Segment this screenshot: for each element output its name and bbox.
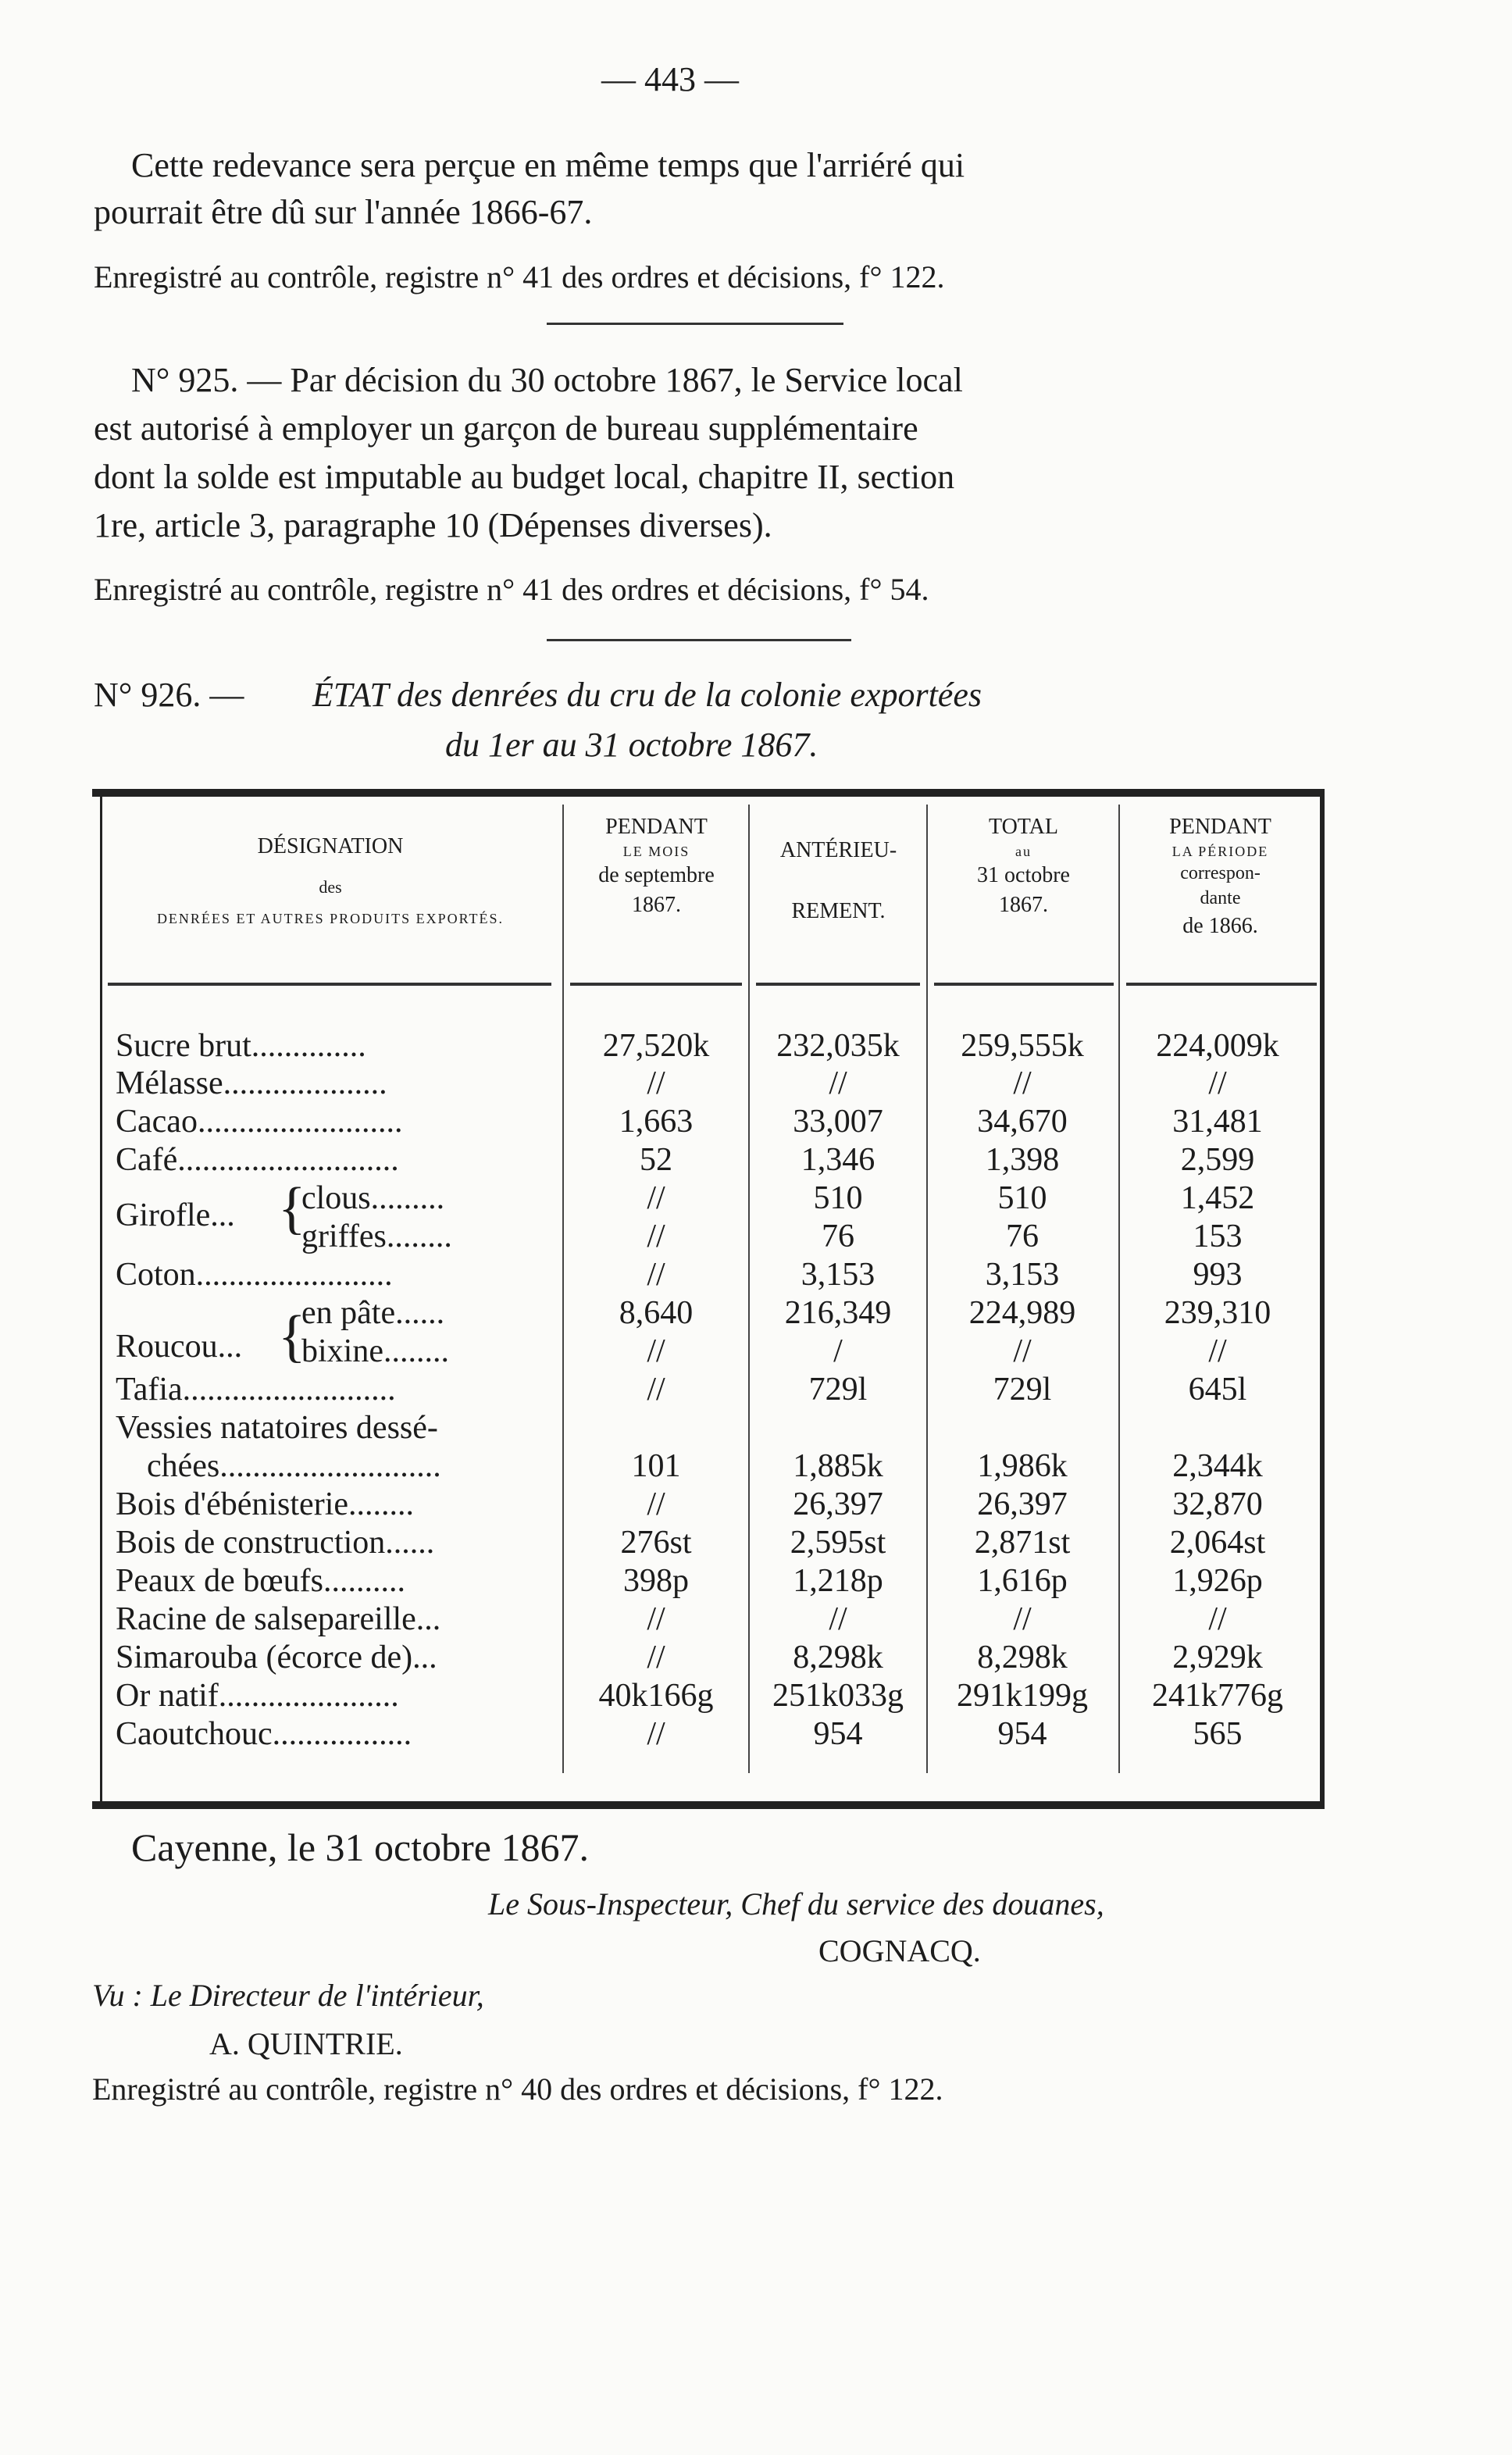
decision-925-line-2: est autorisé à employer un garçon de bureau supplémentaire: [94, 409, 918, 448]
table-cell: 232,035k: [776, 1028, 900, 1064]
table-right-border: [1320, 789, 1325, 1809]
table-cell: 26,397: [977, 1486, 1068, 1522]
header-underline: [934, 983, 1114, 986]
header-text: 1867.: [632, 892, 681, 917]
row-label: Vessies natatoires dessé-: [116, 1410, 438, 1446]
table-cell: 1,346: [801, 1142, 875, 1178]
decision-925-registration: Enregistré au contrôle, registre n° 41 des ordres et décisions, f° 54.: [94, 572, 929, 607]
table-cell: 2,871st: [974, 1525, 1071, 1561]
signatory-name: COGNACQ.: [818, 1933, 981, 1968]
table-cell: 3,153: [985, 1257, 1060, 1293]
page-number: — 443 —: [601, 60, 739, 98]
table-top-border: [92, 789, 1325, 797]
header-text: correspon-: [1180, 863, 1261, 884]
table-cell: //: [1208, 1065, 1227, 1101]
table-cell: //: [647, 1372, 665, 1408]
row-label: Coton........................: [116, 1257, 393, 1293]
table-cell: 2,064st: [1169, 1525, 1266, 1561]
row-label: Sucre brut..............: [116, 1028, 366, 1064]
table-cell: 1,885k: [793, 1448, 883, 1484]
table-cell: 954: [997, 1716, 1047, 1752]
row-label: Café...........................: [116, 1142, 399, 1178]
decision-925-line-3: dont la solde est imputable au budget local, chapitre II, section: [94, 458, 955, 496]
footer-registration: Enregistré au contrôle, registre n° 40 des ordres et décisions, f° 122.: [92, 2071, 943, 2107]
table-cell: //: [647, 1333, 665, 1369]
table-cell: //: [1208, 1333, 1227, 1369]
table-cell: 1,663: [619, 1104, 694, 1140]
table-cell: //: [829, 1065, 847, 1101]
table-cell: 224,989: [968, 1295, 1076, 1331]
table-cell: //: [647, 1601, 665, 1637]
exports-table: [92, 789, 1325, 1809]
vu-name: A. QUINTRIE.: [209, 2026, 403, 2061]
table-cell: 224,009k: [1156, 1028, 1279, 1064]
table-cell: //: [647, 1065, 665, 1101]
header-text: DÉSIGNATION: [257, 834, 404, 858]
table-cell: 27,520k: [602, 1028, 710, 1064]
header-designation: [108, 832, 553, 929]
header-text: TOTAL: [988, 815, 1058, 839]
row-label: Caoutchouc.................: [116, 1716, 412, 1752]
row-label: clous.........: [301, 1180, 445, 1216]
header-text: au: [1015, 843, 1032, 859]
etat-926-title-1: ÉTAT des denrées du cru de la colonie exportées: [312, 676, 982, 714]
header-total: [929, 812, 1118, 920]
row-label: chées...........................: [147, 1448, 441, 1484]
row-label: Mélasse....................: [116, 1065, 387, 1101]
row-label: Bois d'ébénisterie........: [116, 1486, 414, 1522]
table-cell: 276st: [620, 1525, 692, 1561]
table-cell: 8,298k: [977, 1640, 1068, 1675]
table-cell: //: [647, 1180, 665, 1216]
table-cell: 8,640: [619, 1295, 694, 1331]
table-cell: //: [829, 1601, 847, 1637]
table-cell: 33,007: [793, 1104, 883, 1140]
table-cell: 2,344k: [1172, 1448, 1263, 1484]
table-cell: 76: [822, 1219, 854, 1254]
table-cell: 251k033g: [772, 1678, 904, 1714]
table-cell: 40k166g: [598, 1678, 714, 1714]
table-cell: 52: [640, 1142, 672, 1178]
row-label: bixine........: [301, 1333, 449, 1369]
table-cell: 729l: [808, 1372, 868, 1408]
row-label: Tafia..........................: [116, 1372, 396, 1408]
header-underline: [756, 983, 920, 986]
etat-926-title-2: du 1er au 31 octobre 1867.: [445, 726, 818, 764]
table-cell: //: [647, 1640, 665, 1675]
header-text: LA PÉRIODE: [1171, 843, 1269, 859]
table-cell: /: [833, 1333, 843, 1369]
table-cell: 2,599: [1180, 1142, 1255, 1178]
table-cell: //: [1013, 1333, 1032, 1369]
table-cell: 1,616p: [977, 1563, 1068, 1599]
header-text: de septembre: [598, 863, 715, 888]
brace: {: [278, 1304, 306, 1368]
column-separator: [1118, 805, 1120, 1773]
table-cell: 729l: [993, 1372, 1052, 1408]
etat-926-number: N° 926. —: [94, 676, 244, 714]
table-cell: 510: [813, 1180, 863, 1216]
table-cell: 1,986k: [977, 1448, 1068, 1484]
header-before: [751, 836, 926, 926]
table-cell: 1,926p: [1172, 1563, 1263, 1599]
table-cell: 291k199g: [957, 1678, 1088, 1714]
divider: [547, 323, 843, 325]
table-bottom-border: [92, 1801, 1325, 1809]
table-cell: 76: [1006, 1219, 1039, 1254]
table-cell: 31,481: [1172, 1104, 1263, 1140]
table-cell: //: [1013, 1601, 1032, 1637]
table-cell: 241k776g: [1152, 1678, 1283, 1714]
header-text: REMENT.: [791, 898, 886, 923]
header-underline: [108, 983, 551, 986]
vu-line: Vu : Le Directeur de l'intérieur,: [92, 1978, 484, 2013]
table-cell: 259,555k: [961, 1028, 1084, 1064]
header-text: 1867.: [999, 892, 1048, 917]
header-month: [565, 812, 748, 920]
header-underline: [1126, 983, 1317, 986]
table-cell: 32,870: [1172, 1486, 1263, 1522]
table-cell: //: [647, 1219, 665, 1254]
table-cell: 1,452: [1180, 1180, 1255, 1216]
table-cell: 954: [813, 1716, 863, 1752]
table-cell: 993: [1193, 1257, 1243, 1293]
header-text: DENRÉES ET AUTRES PRODUITS EXPORTÉS.: [156, 911, 505, 927]
brace: {: [278, 1176, 306, 1240]
place-date: Cayenne, le 31 octobre 1867.: [131, 1825, 589, 1869]
header-text: des: [319, 876, 342, 897]
table-left-border: [100, 789, 102, 1809]
table-cell: 565: [1193, 1716, 1243, 1752]
row-label: griffes........: [301, 1219, 452, 1254]
intro-line-2: pourrait être dû sur l'année 1866-67.: [94, 193, 593, 231]
table-cell: 239,310: [1164, 1295, 1271, 1331]
header-underline: [570, 983, 742, 986]
table-cell: 398p: [623, 1563, 689, 1599]
table-cell: 2,595st: [790, 1525, 886, 1561]
table-cell: //: [647, 1257, 665, 1293]
table-cell: 3,153: [801, 1257, 875, 1293]
intro-registration: Enregistré au contrôle, registre n° 41 des ordres et décisions, f° 122.: [94, 259, 945, 294]
table-cell: 153: [1193, 1219, 1243, 1254]
table-cell: //: [647, 1716, 665, 1752]
decision-925-line-1: N° 925. — Par décision du 30 octobre 1867, le Service local: [131, 361, 963, 399]
decision-925-line-4: 1re, article 3, paragraphe 10 (Dépenses diverses).: [94, 506, 772, 544]
intro-line-1: Cette redevance sera perçue en même temps que l'arriéré qui: [131, 146, 965, 184]
table-cell: 1,218p: [793, 1563, 883, 1599]
group-label-roucou: Roucou...: [116, 1329, 243, 1365]
table-cell: 8,298k: [793, 1640, 883, 1675]
row-label: Simarouba (écorce de)...: [116, 1640, 437, 1675]
table-cell: //: [647, 1486, 665, 1522]
table-cell: //: [1208, 1601, 1227, 1637]
header-text: ANTÉRIEU-: [779, 838, 897, 862]
header-previous-period: [1121, 812, 1320, 941]
table-cell: 1,398: [985, 1142, 1060, 1178]
table-cell: //: [1013, 1065, 1032, 1101]
header-text: LE MOIS: [622, 843, 690, 859]
table-cell: 34,670: [977, 1104, 1068, 1140]
table-cell: 2,929k: [1172, 1640, 1263, 1675]
row-label: en pâte......: [301, 1295, 445, 1331]
row-label: Peaux de bœufs..........: [116, 1563, 405, 1599]
header-text: de 1866.: [1182, 913, 1258, 938]
header-text: dante: [1200, 888, 1241, 909]
table-cell: 26,397: [793, 1486, 883, 1522]
header-text: 31 octobre: [977, 863, 1070, 888]
table-cell: 645l: [1188, 1372, 1247, 1408]
header-text: PENDANT: [605, 815, 708, 839]
header-text: PENDANT: [1169, 815, 1271, 839]
table-cell: 216,349: [784, 1295, 892, 1331]
table-cell: 101: [631, 1448, 681, 1484]
row-label: Bois de construction......: [116, 1525, 435, 1561]
group-label-girofle: Girofle...: [116, 1197, 235, 1233]
row-label: Racine de salsepareille...: [116, 1601, 441, 1637]
divider: [547, 639, 851, 641]
row-label: Cacao.........................: [116, 1104, 403, 1140]
row-label: Or natif......................: [116, 1678, 399, 1714]
table-cell: 510: [997, 1180, 1047, 1216]
signatory-title: Le Sous-Inspecteur, Chef du service des douanes,: [488, 1886, 1104, 1922]
